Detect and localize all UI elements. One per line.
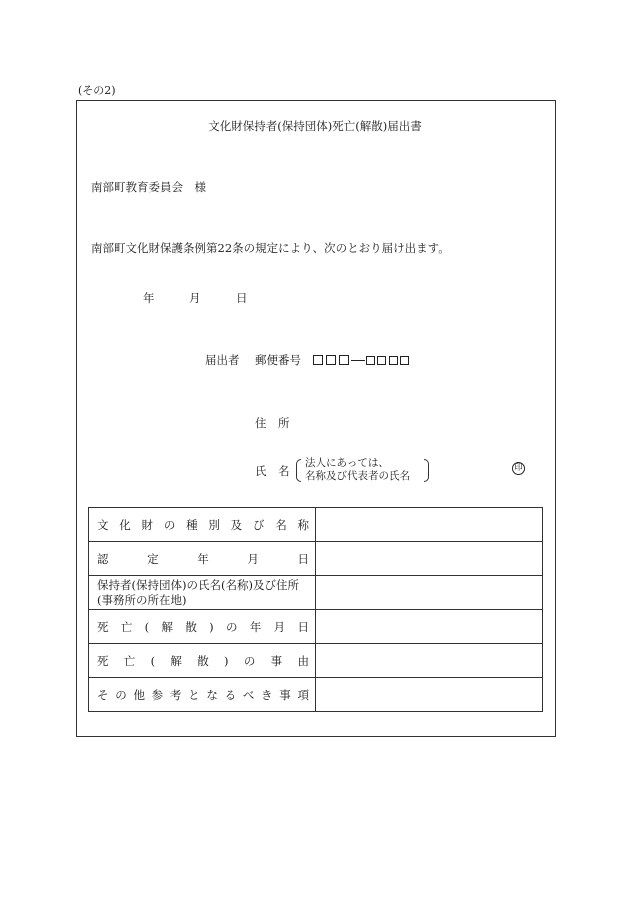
row-label-text: その他参考となるべき事項 xyxy=(97,687,309,702)
postal-code-box xyxy=(377,356,386,365)
date-day: 日 xyxy=(236,291,248,305)
table-row xyxy=(89,542,543,576)
row-label-text: 文化財の種別及び名称 xyxy=(97,517,309,532)
seal-mark-text: 印 xyxy=(514,463,523,473)
table-row-label xyxy=(89,542,316,576)
postal-code-box xyxy=(339,355,349,365)
table-row-label xyxy=(89,576,316,610)
table-row-value xyxy=(316,576,543,610)
row-label-text: 死亡(解散)の年月日 xyxy=(97,619,309,634)
name-note-line1: 法人にあっては、 xyxy=(305,457,389,469)
postal-code-label: 郵便番号 xyxy=(255,353,301,367)
form-number-label: (その2) xyxy=(78,84,116,97)
postal-code-box xyxy=(389,356,398,365)
postal-code-box xyxy=(366,356,375,365)
table-row-label xyxy=(89,678,316,712)
table-row xyxy=(89,508,543,542)
seal-mark xyxy=(512,462,525,475)
note-bracket-right xyxy=(424,459,429,482)
details-table xyxy=(88,507,543,712)
table-row-value xyxy=(316,508,543,542)
postal-code-box xyxy=(313,355,323,365)
address-label: 住 所 xyxy=(255,416,290,430)
table-row-value xyxy=(316,542,543,576)
table-row xyxy=(89,610,543,644)
postal-code-box xyxy=(326,355,336,365)
table-row-label xyxy=(89,508,316,542)
row-label-text: 死亡(解散)の事由 xyxy=(97,653,309,668)
submitter-label: 届出者 xyxy=(205,353,240,367)
table-row xyxy=(89,644,543,678)
name-note-line2: 名称及び代表者の氏名 xyxy=(305,470,410,482)
note-bracket-left xyxy=(296,459,301,482)
document-title: 文化財保持者(保持団体)死亡(解散)届出書 xyxy=(208,119,422,133)
table-row-value xyxy=(316,678,543,712)
table-row xyxy=(89,576,543,610)
date-year: 年 xyxy=(143,291,155,305)
postal-code-dash xyxy=(351,360,365,361)
table-row-label xyxy=(89,610,316,644)
row-label-text-line2: (事務所の所在地) xyxy=(97,592,187,607)
table-row-value xyxy=(316,610,543,644)
name-label: 氏 名 xyxy=(255,464,290,478)
table-row-label xyxy=(89,644,316,678)
row-label-text: 保持者(保持団体)の氏名(名称)及び住所 xyxy=(97,577,299,592)
statement-text: 南部町文化財保護条例第22条の規定により、次のとおり届け出ます。 xyxy=(91,241,450,255)
postal-code-box xyxy=(400,356,409,365)
table-row-value xyxy=(316,644,543,678)
row-label-text: 認定年月日 xyxy=(97,551,309,566)
addressee: 南部町教育委員会 様 xyxy=(91,180,206,194)
table-row xyxy=(89,678,543,712)
date-month: 月 xyxy=(189,291,201,305)
